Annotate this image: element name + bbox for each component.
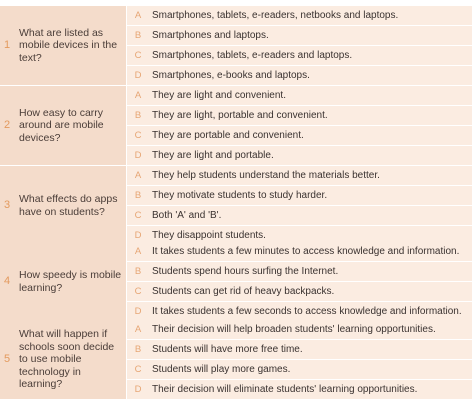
question-text: How speedy is mobile learning? (19, 269, 122, 294)
option-text: They are portable and convenient. (152, 130, 304, 141)
option-letter: D (134, 384, 142, 395)
option-d[interactable] (127, 302, 472, 321)
question-text: What are listed as mobile devices in the text? (19, 26, 118, 64)
question-cell (0, 166, 126, 245)
option-text: Their decision will help broaden students' learning opportunities. (152, 324, 436, 335)
option-text: Students will have more free time. (152, 344, 303, 355)
option-letter: C (134, 286, 142, 297)
option-text: Both 'A' and 'B'. (152, 210, 222, 221)
option-letter: B (134, 110, 142, 121)
option-b[interactable] (127, 26, 472, 45)
question-text: What effects do apps have on students? (19, 193, 118, 218)
option-letter: D (134, 306, 142, 317)
question-block-1 (0, 6, 472, 85)
option-text: Smartphones, e-books and laptops. (152, 70, 310, 81)
option-text: Students can get rid of heavy backpacks. (152, 286, 335, 297)
question-cell (0, 6, 126, 85)
option-letter: B (134, 266, 142, 277)
question-number: 4 (4, 275, 11, 287)
option-text: It takes students a few minutes to access knowledge and information. (152, 246, 460, 257)
option-text: Smartphones and laptops. (152, 30, 269, 41)
option-letter: C (134, 210, 142, 221)
option-text: They help students understand the materials better. (152, 170, 380, 181)
option-b[interactable] (127, 262, 472, 281)
option-letter: A (134, 324, 142, 335)
option-c[interactable] (127, 360, 472, 379)
option-letter: B (134, 190, 142, 201)
question-number: 5 (4, 353, 11, 365)
option-text: Their decision will eliminate students' learning opportunities. (152, 384, 418, 395)
option-letter: C (134, 50, 142, 61)
option-text: They are light and portable. (152, 150, 274, 161)
option-letter: C (134, 364, 142, 375)
option-c[interactable] (127, 206, 472, 225)
question-cell (0, 242, 126, 321)
options-list (127, 86, 472, 165)
option-c[interactable] (127, 126, 472, 145)
option-d[interactable] (127, 380, 472, 399)
options-list (127, 6, 472, 85)
option-text: They disappoint students. (152, 230, 266, 241)
option-a[interactable] (127, 6, 472, 25)
question-cell (0, 86, 126, 165)
option-letter: B (134, 30, 142, 41)
option-a[interactable] (127, 242, 472, 261)
option-b[interactable] (127, 186, 472, 205)
option-letter: B (134, 344, 142, 355)
option-text: Students spend hours surfing the Internet. (152, 266, 339, 277)
option-c[interactable] (127, 282, 472, 301)
option-d[interactable] (127, 146, 472, 165)
options-list (127, 242, 472, 321)
question-cell (0, 320, 126, 399)
option-b[interactable] (127, 340, 472, 359)
option-letter: A (134, 90, 142, 101)
question-number: 1 (4, 39, 11, 51)
option-d[interactable] (127, 66, 472, 85)
option-letter: D (134, 150, 142, 161)
question-number: 3 (4, 199, 11, 211)
option-c[interactable] (127, 46, 472, 65)
option-letter: A (134, 246, 142, 257)
option-text: It takes students a few seconds to access knowledge and information. (152, 306, 462, 317)
option-text: Smartphones, tablets, e-readers, netbooks and laptops. (152, 10, 399, 21)
option-b[interactable] (127, 106, 472, 125)
option-a[interactable] (127, 166, 472, 185)
option-text: They are light, portable and convenient. (152, 110, 328, 121)
question-block-4 (0, 242, 472, 321)
option-letter: A (134, 170, 142, 181)
option-text: They motivate students to study harder. (152, 190, 328, 201)
option-letter: D (134, 230, 142, 241)
options-list (127, 320, 472, 399)
option-a[interactable] (127, 86, 472, 105)
option-text: Students will play more games. (152, 364, 291, 375)
options-list (127, 166, 472, 245)
option-letter: A (134, 10, 142, 21)
question-block-5 (0, 320, 472, 399)
question-number: 2 (4, 119, 11, 131)
option-text: Smartphones, tablets, e-readers and laptops. (152, 50, 353, 61)
option-a[interactable] (127, 320, 472, 339)
question-text: What will happen if schools soon decide to use mobile technology in learning? (19, 328, 115, 391)
option-text: They are light and convenient. (152, 90, 286, 101)
question-block-3 (0, 166, 472, 245)
option-letter: D (134, 70, 142, 81)
option-letter: C (134, 130, 142, 141)
question-text: How easy to carry around are mobile devices? (19, 106, 104, 144)
question-block-2 (0, 86, 472, 165)
